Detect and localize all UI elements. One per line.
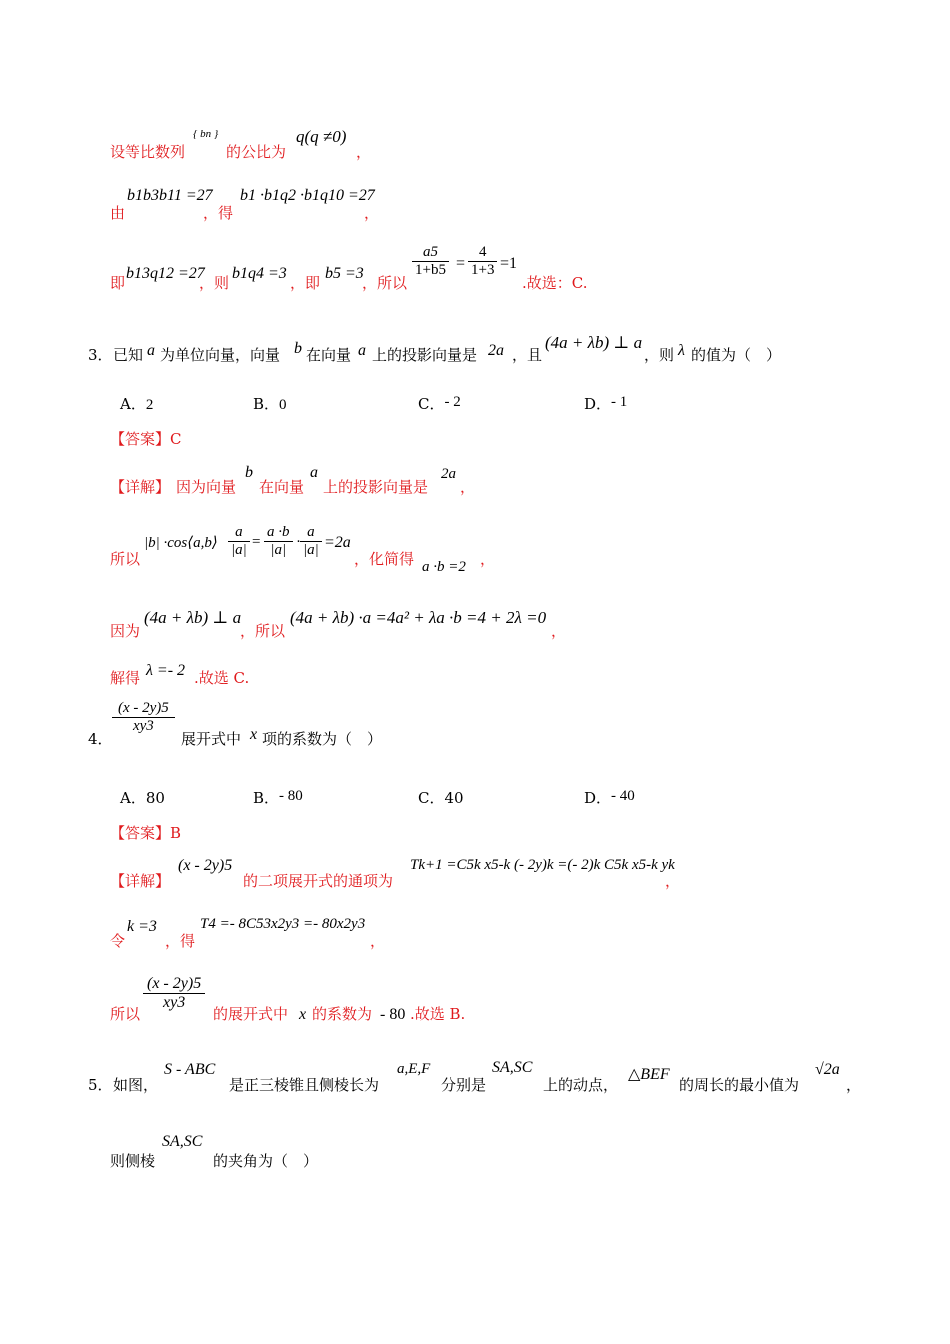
option-value: - 80 xyxy=(279,788,303,804)
q2-expr: b5 =3 xyxy=(325,265,364,282)
q2-expr: b13q12 =27 xyxy=(126,265,205,282)
q4-text: 的二项展开式的通项为 xyxy=(243,872,394,890)
q3-text: 为单位向量，向量 xyxy=(160,346,281,364)
q5-text: 的周长的最小值为 xyxy=(679,1076,800,1094)
q2-sequence: { bn } xyxy=(193,128,219,140)
q2-frac-num: a5 xyxy=(412,244,449,262)
q2-text: ， xyxy=(364,204,380,222)
q3-answer xyxy=(110,428,182,449)
q4-formula: Tk+1 =C5k x5-k (- 2y)k =(- 2)k C5k x5-k yk xyxy=(410,857,675,873)
q4-fraction xyxy=(112,700,175,735)
answer-value: B xyxy=(170,824,182,842)
q3-fraction xyxy=(300,524,322,559)
q4-text: .故选 B. xyxy=(410,1005,466,1023)
q3-text: 上的投影向量是 xyxy=(323,478,429,496)
q5-text: 如图， xyxy=(113,1076,159,1094)
q3-fraction xyxy=(264,524,293,559)
q3-text: 在向量 xyxy=(306,346,352,364)
q3-expr: (4a + λb) ·a =4a² + λa ·b =4 + 2λ =0 xyxy=(290,608,547,627)
q2-text: 设等比数列 xyxy=(110,143,186,161)
q5-text: 分别是 xyxy=(441,1076,487,1094)
q2-text: 即 xyxy=(110,274,126,292)
q3-fraction xyxy=(228,524,250,559)
option-label: D． xyxy=(584,789,612,807)
q2-frac-den: 1+b5 xyxy=(415,262,446,278)
q4-expr: k =3 xyxy=(127,918,157,935)
q3-text: 因为 xyxy=(110,622,141,640)
q4-var: x xyxy=(250,726,258,743)
q2-expr: b1 ·b1q2 ·b1q10 =27 xyxy=(240,187,375,204)
q4-text: 令 xyxy=(110,932,126,950)
q3-text: .故选 C. xyxy=(194,669,250,687)
option-label: C． xyxy=(418,395,445,413)
frac-num: (x - 2y)5 xyxy=(143,975,205,994)
option-value: - 2 xyxy=(444,394,461,410)
q3-number: 3． xyxy=(88,346,113,364)
q3-text: 解得 xyxy=(110,669,141,687)
q5-expr: △BEF xyxy=(628,1066,670,1083)
option-value: - 40 xyxy=(611,788,635,804)
q3-text: 因为向量 xyxy=(176,478,237,496)
option-value: 40 xyxy=(444,789,464,807)
q3-var: b xyxy=(294,340,302,357)
option-label: C． xyxy=(418,789,445,807)
q2-frac-num: 4 xyxy=(468,244,497,262)
option-value: 2 xyxy=(145,397,154,413)
q4-fraction xyxy=(143,975,205,1012)
q4-text: 的展开式中 xyxy=(213,1005,289,1023)
q3-eq: = xyxy=(252,534,261,550)
q3-option-a[interactable] xyxy=(120,393,153,414)
frac-den: |a| xyxy=(303,542,319,558)
q3-text: ，则 xyxy=(644,346,675,364)
q5-expr: SA,SC xyxy=(162,1133,203,1150)
frac-num: (x - 2y)5 xyxy=(112,700,175,718)
option-label: B． xyxy=(253,395,280,413)
q3-dot: · xyxy=(296,534,301,550)
q2-text: 的公比为 xyxy=(226,143,287,161)
answer-value: C xyxy=(170,430,182,448)
q2-result: =1 xyxy=(500,255,518,272)
q5-text: ， xyxy=(846,1076,862,1094)
option-value: 0 xyxy=(279,397,287,413)
q2-ratio: q(q ≠0) xyxy=(296,127,347,146)
q4-number: 4． xyxy=(88,730,113,748)
option-label: B． xyxy=(253,789,280,807)
q2-fraction xyxy=(468,244,497,279)
q3-var: a xyxy=(147,342,155,359)
q2-expr: b1b3b11 =27 xyxy=(127,187,213,204)
q4-var: x xyxy=(299,1006,307,1023)
q3-text: ，化简得 xyxy=(354,550,415,568)
frac-den: xy3 xyxy=(132,718,154,734)
option-label: D． xyxy=(584,395,612,413)
q4-text: 所以 xyxy=(110,1005,141,1023)
answer-tag: 【答案】 xyxy=(110,824,171,842)
q2-text: ，则 xyxy=(199,274,230,292)
q2-text: .故选：C. xyxy=(522,274,588,292)
q2-text: ，即 xyxy=(290,274,321,292)
q2-text: ，所以 xyxy=(362,274,408,292)
q3-option-c[interactable] xyxy=(418,393,461,414)
q3-expr: (4a + λb) ⊥ a xyxy=(144,608,242,627)
q4-answer xyxy=(110,822,181,843)
q2-eq: = xyxy=(456,255,466,272)
q4-expr: (x - 2y)5 xyxy=(178,857,233,874)
q5-expr: a,E,F xyxy=(397,1061,431,1077)
q5-text: 的夹角为（ ） xyxy=(213,1152,319,1170)
q3-expr: a ·b =2 xyxy=(422,559,466,575)
q3-text: 的值为（ ） xyxy=(691,346,782,364)
q3-text: ，所以 xyxy=(240,622,286,640)
q2-text: ， xyxy=(356,143,372,161)
option-label: A． xyxy=(120,789,146,807)
q3-var: a xyxy=(310,464,318,481)
q3-expr: (4a + λb) ⊥ a xyxy=(545,333,643,352)
q4-option-c[interactable] xyxy=(418,787,464,808)
q5-expr: S - ABC xyxy=(164,1061,216,1078)
option-value: - 1 xyxy=(611,394,628,410)
q2-fraction xyxy=(412,244,449,279)
frac-den: |a| xyxy=(270,542,287,558)
q4-option-d[interactable] xyxy=(584,787,635,808)
q3-text: ， xyxy=(551,622,567,640)
q4-option-a[interactable] xyxy=(120,787,165,808)
q5-text: 是正三棱锥且侧棱长为 xyxy=(229,1076,380,1094)
q4-option-b[interactable] xyxy=(253,787,303,808)
q3-expr: 2a xyxy=(441,466,456,482)
q2-expr: b1q4 =3 xyxy=(232,265,287,282)
q3-text: ，且 xyxy=(512,346,543,364)
option-value: 80 xyxy=(145,789,165,807)
frac-num: a xyxy=(228,524,250,542)
frac-num: a ·b xyxy=(264,524,293,542)
q4-text: 展开式中 xyxy=(181,730,242,748)
answer-tag: 【答案】 xyxy=(110,430,171,448)
q3-expr: 2a xyxy=(488,342,504,359)
frac-den: xy3 xyxy=(162,994,186,1011)
q3-var: b xyxy=(245,464,253,481)
q3-text: 在向量 xyxy=(259,478,305,496)
q4-text: ， xyxy=(370,932,386,950)
detail-tag: 【详解】 xyxy=(110,872,171,890)
q5-expr: √2a xyxy=(815,1061,840,1078)
q5-expr: SA,SC xyxy=(492,1059,533,1076)
q4-text: ，得 xyxy=(165,932,196,950)
q3-text: 所以 xyxy=(110,550,141,568)
q3-text: 上的投影向量是 xyxy=(372,346,478,364)
q2-frac-den: 1+3 xyxy=(471,262,495,278)
q2-text: 由 xyxy=(110,204,126,222)
q3-option-b[interactable] xyxy=(253,393,287,414)
q5-text: 上的动点， xyxy=(543,1076,619,1094)
option-label: A． xyxy=(120,395,146,413)
q3-text: ， xyxy=(460,478,476,496)
q5-text: 则侧棱 xyxy=(110,1152,156,1170)
q4-text: 的系数为 xyxy=(312,1005,373,1023)
q3-result: =2a xyxy=(324,534,351,551)
q4-text: 项的系数为（ ） xyxy=(262,730,383,748)
q3-var: λ xyxy=(678,342,685,359)
q4-value: - 80 xyxy=(380,1006,406,1023)
q3-expr: |b| ·cos⟨a,b⟩ xyxy=(144,535,218,551)
q4-text: ， xyxy=(665,872,681,890)
q3-text: 已知 xyxy=(113,346,144,364)
q3-option-d[interactable] xyxy=(584,393,627,414)
q2-text: ，得 xyxy=(203,204,234,222)
q4-expr: T4 =- 8C53x2y3 =- 80x2y3 xyxy=(200,916,366,932)
q3-expr: λ =- 2 xyxy=(146,662,186,679)
detail-tag: 【详解】 xyxy=(110,478,171,496)
frac-num: a xyxy=(300,524,322,542)
q5-number: 5． xyxy=(88,1076,113,1094)
q3-text: ， xyxy=(480,550,496,568)
frac-den: |a| xyxy=(231,542,247,558)
q3-var: a xyxy=(358,342,366,359)
